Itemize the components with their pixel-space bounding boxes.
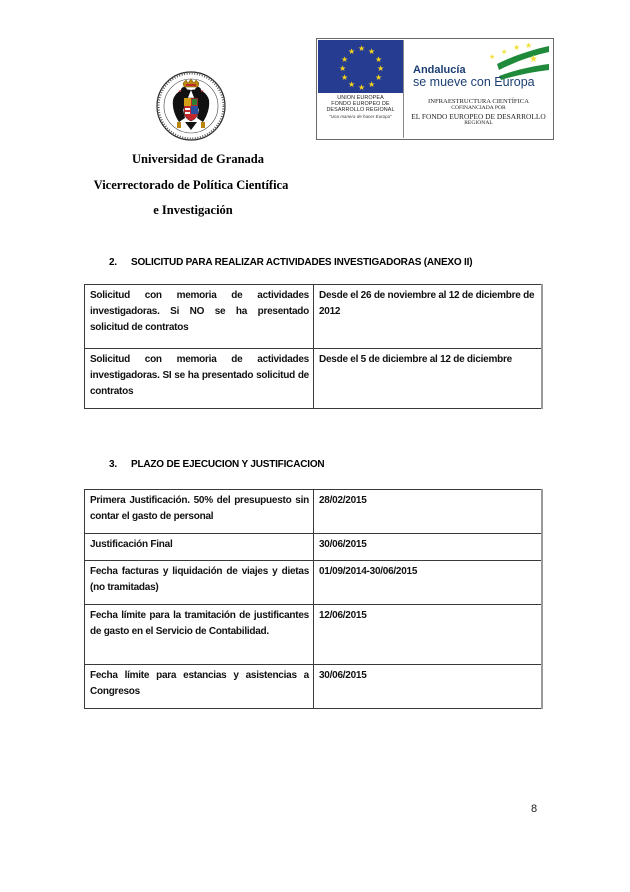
row-label: Fecha facturas y liquidación de viajes y dietas (no tramitadas) [85, 561, 314, 605]
section-number: 3. [109, 459, 117, 470]
row-value: Desde el 26 de noviembre al 12 de diciembre de 2012 [314, 285, 543, 349]
row-label: Fecha límite para estancias y asistencias a Congresos [85, 665, 314, 709]
plazo-table [84, 489, 543, 709]
eu-motto: "Una manera de hacer Europa" [329, 114, 392, 119]
table-row [85, 665, 543, 709]
eu-caption [318, 95, 403, 120]
row-value: 12/06/2015 [314, 605, 543, 665]
row-label: Fecha límite para la tramitación de justificantes de gasto en el Servicio de Contabilidad. [85, 605, 314, 665]
infra-line: INFRAESTRUCTURA CIENTÍFICA [428, 98, 529, 105]
eu-caption-line: UNION EUROPEA [337, 95, 384, 101]
table-row [85, 490, 543, 534]
section-heading: SOLICITUD PARA REALIZAR ACTIVIDADES INVESTIGADORAS (ANEXO II) [131, 257, 473, 268]
svg-text:★: ★ [358, 83, 366, 92]
eu-flag-icon [318, 40, 403, 93]
svg-text:★: ★ [341, 55, 349, 64]
svg-text:★: ★ [348, 80, 356, 89]
row-label: Justificación Final [85, 534, 314, 561]
row-value: Desde el 5 de diciembre al 12 de diciembre [314, 349, 543, 409]
university-seal-icon [155, 70, 227, 142]
table-row [85, 285, 543, 349]
svg-text:★: ★ [348, 47, 356, 56]
infra-line: COFINANCIADA POR [451, 105, 506, 112]
table-row [85, 349, 543, 409]
section-number: 2. [109, 257, 117, 268]
andalucia-title: Andalucía [413, 64, 466, 76]
vicerrectorado-name-cont: e Investigación [153, 203, 233, 217]
infra-line: EL FONDO EUROPEO DE DESARROLLO [411, 111, 546, 121]
infra-line: REGIONAL [464, 120, 493, 127]
svg-text:★: ★ [358, 44, 366, 53]
table-row [85, 534, 543, 561]
table-row [85, 605, 543, 665]
svg-text:★: ★ [501, 48, 508, 56]
eu-logo [318, 40, 404, 138]
row-label: Primera Justificación. 50% del presupuesto sin contar el gasto de personal [85, 490, 314, 534]
row-label: Solicitud con memoria de actividades investigadoras. Si NO se ha presentado solicitud de contratos [85, 285, 314, 349]
svg-text:★: ★ [375, 55, 383, 64]
page-number: 8 [531, 803, 538, 815]
row-value: 28/02/2015 [314, 490, 543, 534]
andalucia-logo [405, 40, 552, 138]
infrastructure-caption [405, 98, 552, 128]
svg-text:★: ★ [368, 47, 376, 56]
institution-name: Universidad de Granada [132, 152, 264, 166]
eu-caption-line: FONDO EUROPEO DE [331, 101, 390, 107]
andalucia-subtitle: se mueve con Europa [413, 75, 535, 89]
svg-text:★: ★ [341, 73, 349, 82]
vicerrectorado-name: Vicerrectorado de Política Científica [93, 178, 289, 192]
table-row [85, 561, 543, 605]
section-heading: PLAZO DE EJECUCION Y JUSTIFICACION [131, 459, 325, 470]
svg-text:★: ★ [529, 54, 538, 65]
eu-andalucia-banner [316, 38, 554, 140]
svg-text:★: ★ [368, 80, 376, 89]
row-value: 30/06/2015 [314, 665, 543, 709]
section-3-title [109, 459, 324, 470]
svg-text:★: ★ [339, 64, 347, 73]
svg-text:★: ★ [513, 43, 521, 52]
section-2-title [109, 257, 472, 268]
row-label: Solicitud con memoria de actividades investigadoras. SI se ha presentado solicitud de contratos [85, 349, 314, 409]
row-value: 30/06/2015 [314, 534, 543, 561]
svg-text:★: ★ [525, 42, 533, 50]
svg-text:★: ★ [375, 73, 383, 82]
svg-text:★: ★ [377, 64, 385, 73]
row-value: 01/09/2014-30/06/2015 [314, 561, 543, 605]
svg-text:★: ★ [489, 53, 496, 61]
eu-caption-line: DESARROLLO REGIONAL [326, 107, 395, 113]
solicitud-table [84, 284, 543, 409]
